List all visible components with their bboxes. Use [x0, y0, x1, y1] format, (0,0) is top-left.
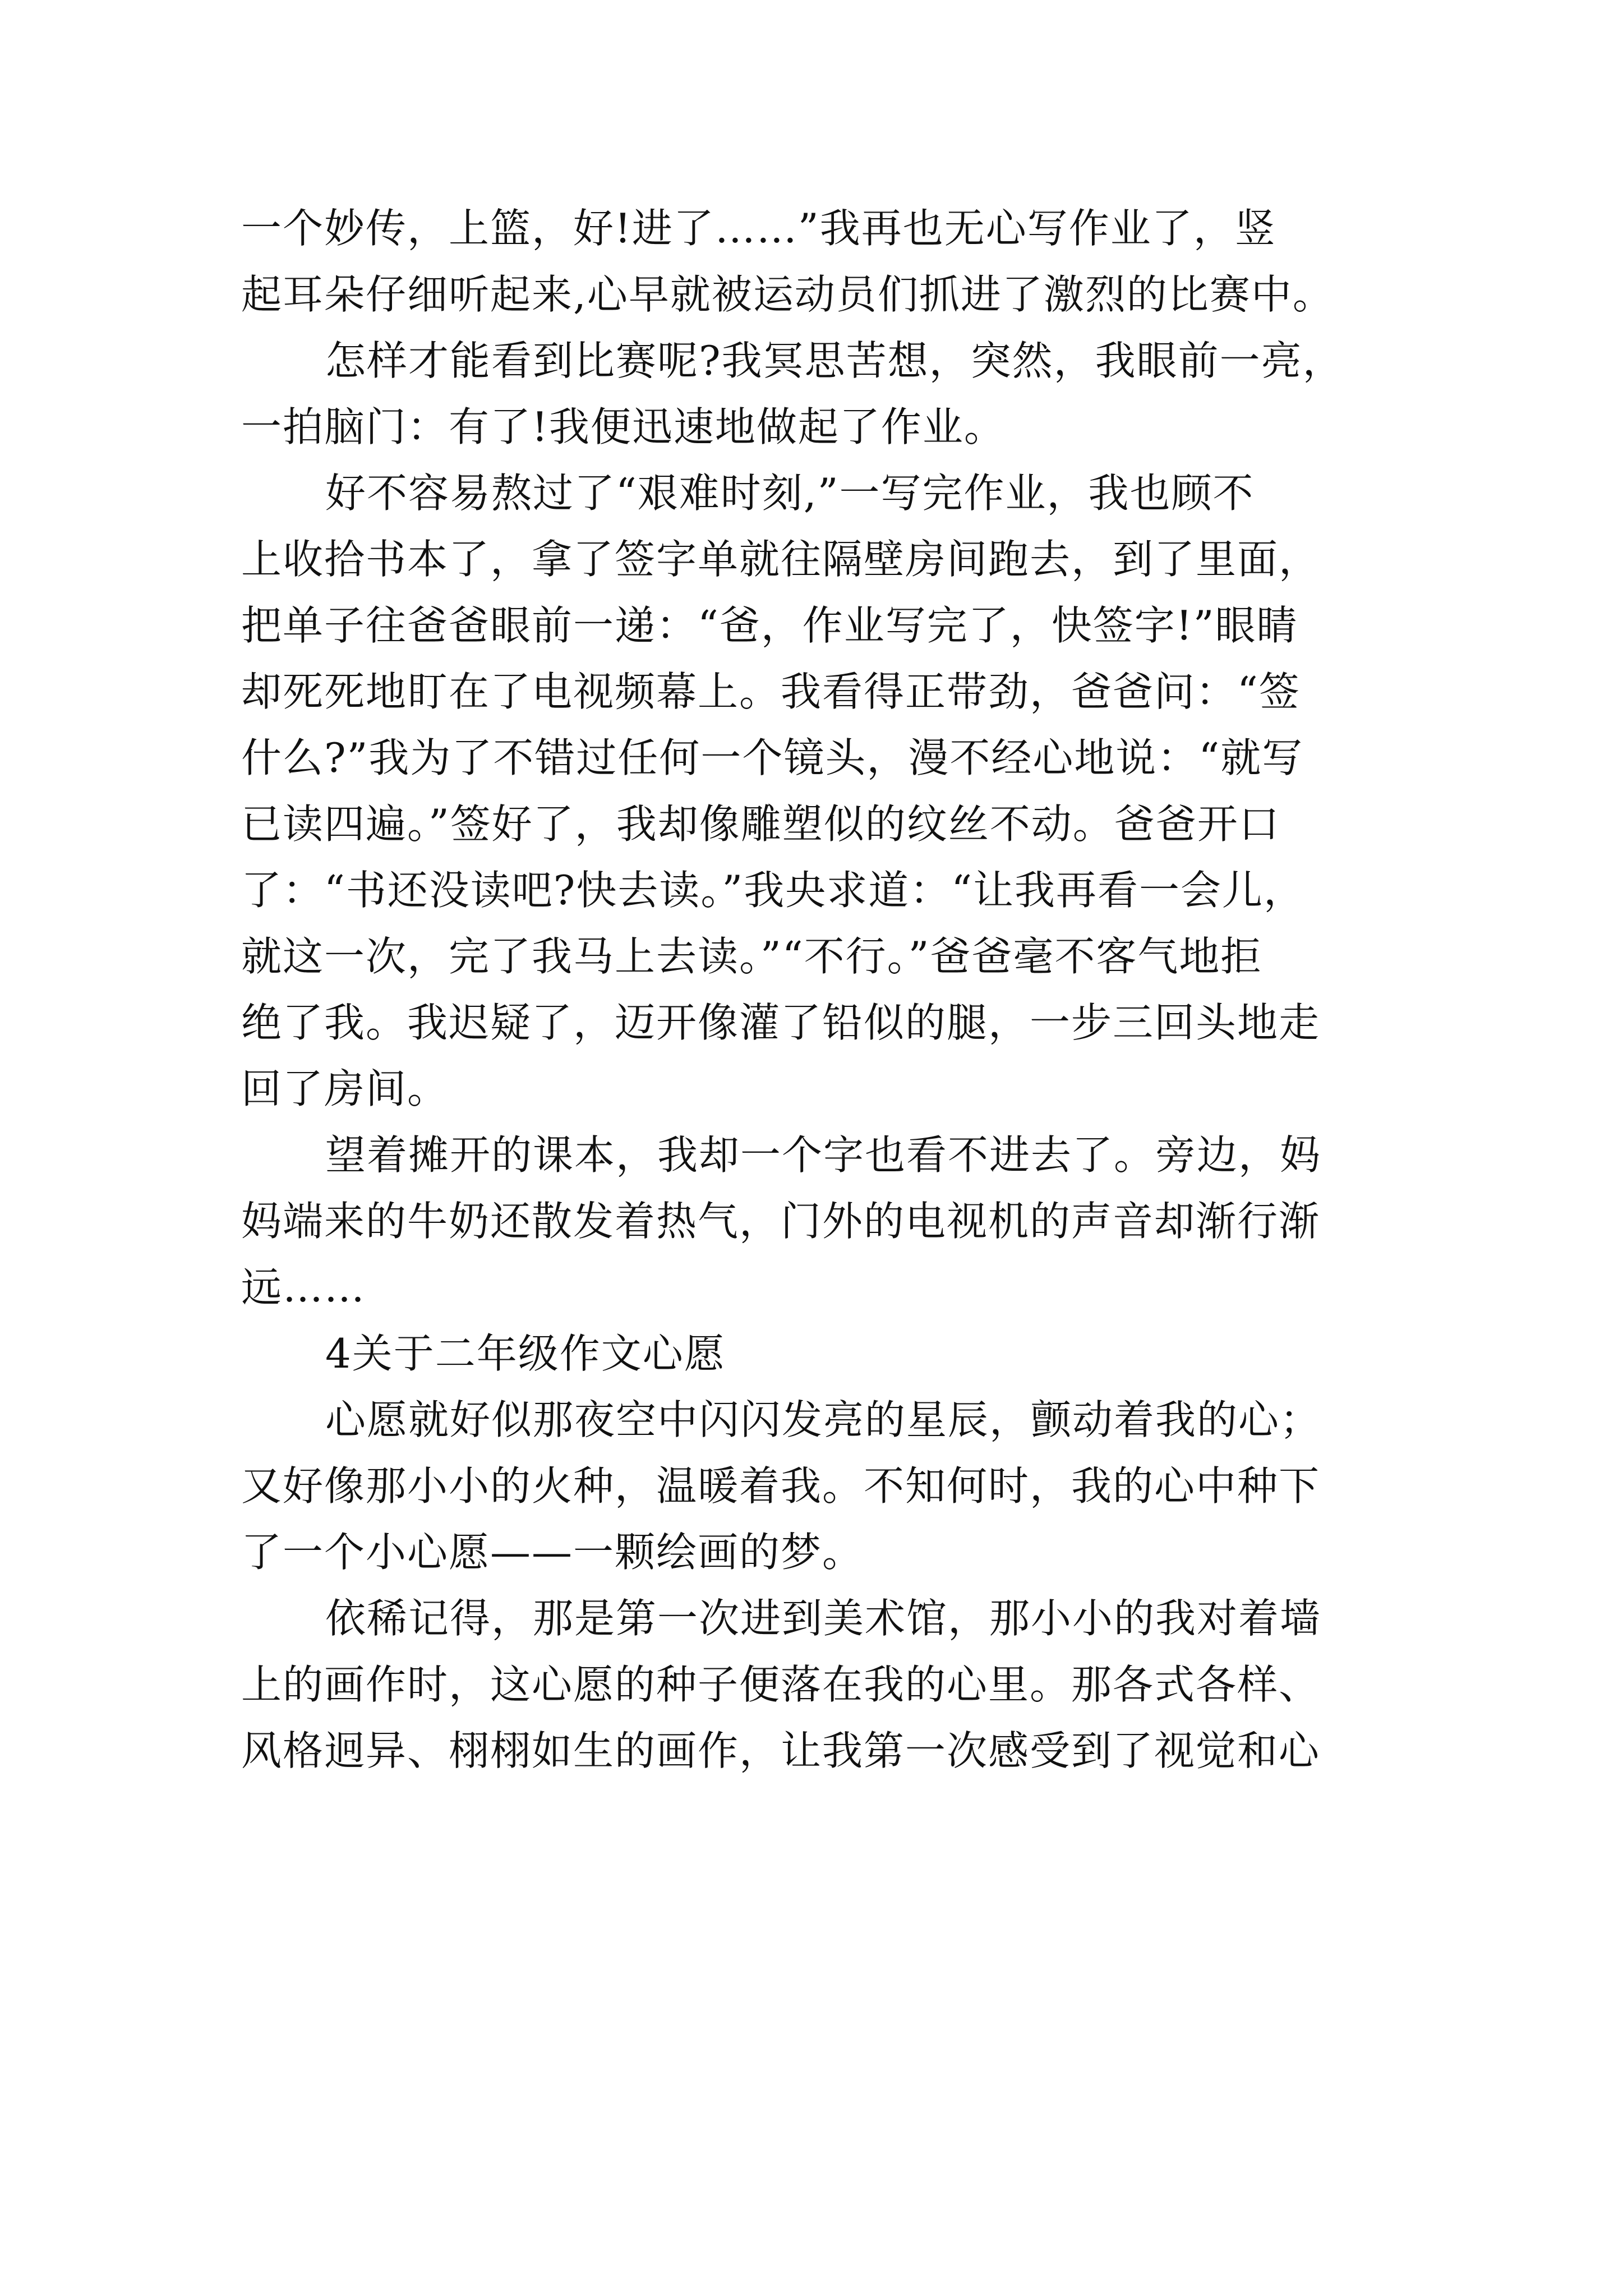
text-line: 依稀记得，那是第一次进到美术馆，那小小的我对着墙 — [325, 1595, 1322, 1642]
text-line: 妈端来的牛奶还散发着热气，门外的电视机的声音却渐行渐 — [241, 1198, 1321, 1245]
text-line: 把单子往爸爸眼前一递：“爸，作业写完了，快签字!”眼睛 — [241, 602, 1298, 649]
document-body — [241, 195, 1441, 1784]
text-line: 绝了我。我迟疑了，迈开像灌了铅似的腿，一步三回头地走 — [241, 999, 1321, 1046]
text-line: 上的画作时，这心愿的种子便落在我的心里。那各式各样、 — [241, 1661, 1321, 1708]
text-line: 一个妙传，上篮，好!进了……”我再也无心写作业了，竖 — [241, 205, 1276, 252]
text-line: 就这一次，完了我马上去读。”“不行。”爸爸毫不客气地拒 — [241, 933, 1262, 980]
text-line: 却死死地盯在了电视频幕上。我看得正带劲，爸爸问：“签 — [241, 668, 1301, 715]
text-line: 回了房间。 — [241, 1065, 449, 1112]
text-line: 一拍脑门：有了!我便迅速地做起了作业。 — [241, 403, 1006, 450]
text-line: 远…… — [241, 1264, 366, 1311]
text-line: 心愿就好似那夜空中闪闪发亮的星辰，颤动着我的心； — [325, 1396, 1322, 1443]
text-line: 望着摊开的课本，我却一个字也看不进去了。旁边，妈 — [325, 1131, 1322, 1179]
text-line: 已读四遍。”签好了，我却像雕塑似的纹丝不动。爸爸开口 — [241, 800, 1280, 848]
text-line: 什么?”我为了不错过任何一个镜头，漫不经心地说：“就写 — [241, 734, 1304, 781]
text-line: 上收拾书本了，拿了签字单就往隔壁房间跑去，到了里面， — [241, 536, 1321, 583]
text-line: 起耳朵仔细听起来,心早就被运动员们抓进了激烈的比赛中。 — [241, 271, 1334, 318]
text-line: 又好像那小小的火种，温暖着我。不知何时，我的心中种下 — [241, 1462, 1321, 1510]
text-line: 怎样才能看到比赛呢?我冥思苦想，突然，我眼前一亮， — [325, 337, 1344, 384]
text-line: 了一个小心愿——一颗绘画的梦。 — [241, 1529, 864, 1576]
text-line: 风格迥异、栩栩如生的画作，让我第一次感受到了视觉和心 — [241, 1727, 1321, 1774]
text-line: 了：“书还没读吧?快去读。”我央求道：“让我再看一会儿， — [241, 867, 1306, 914]
text-line: 4关于二年级作文心愿 — [325, 1330, 726, 1377]
text-line: 好不容易熬过了“艰难时刻,”一写完作业，我也顾不 — [325, 470, 1255, 517]
